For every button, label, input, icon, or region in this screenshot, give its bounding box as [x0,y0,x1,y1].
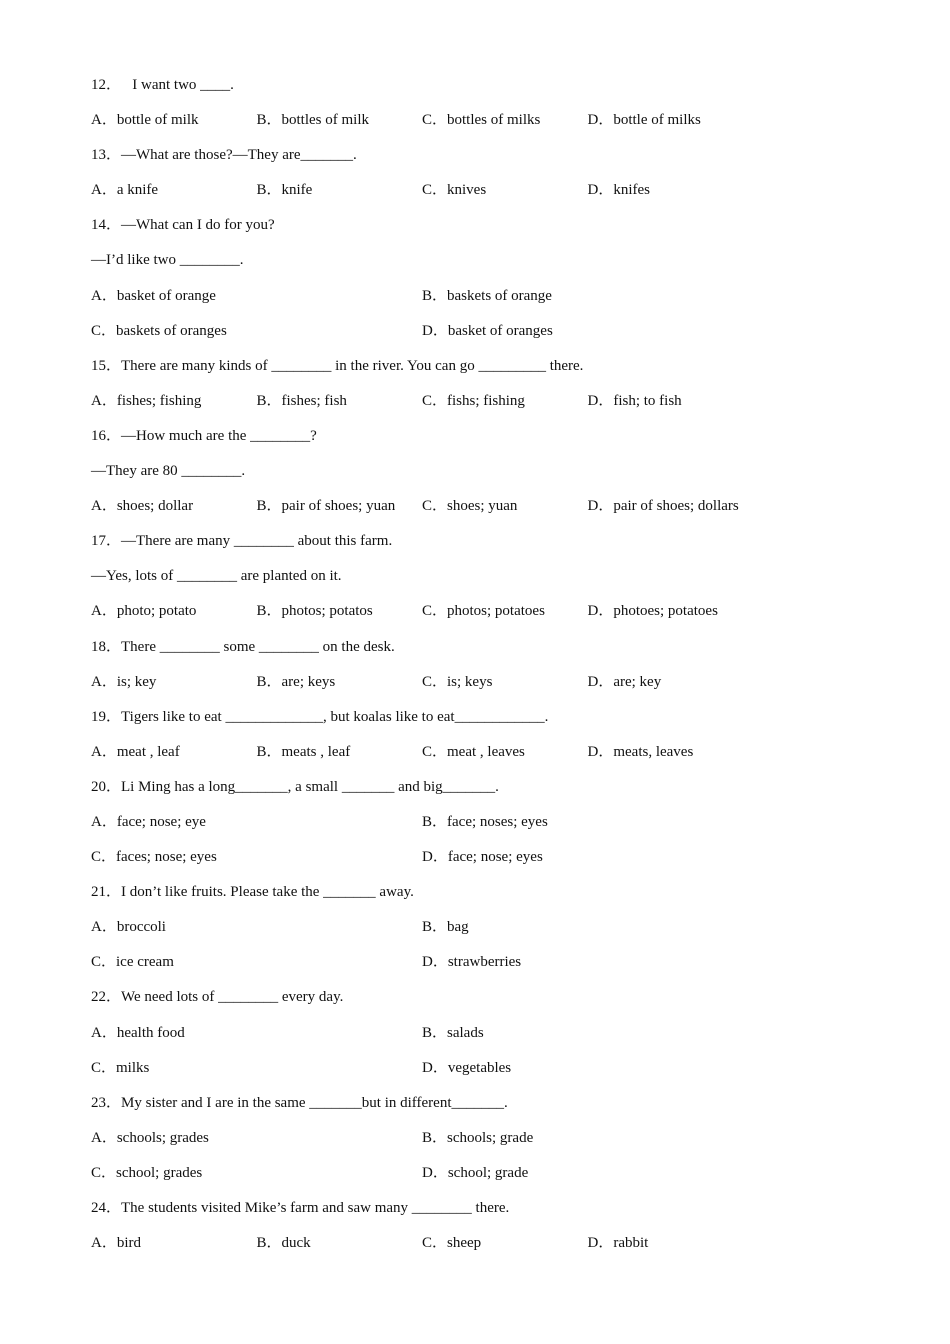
answer-option[interactable]: B．pair of shoes; yuan [256,498,396,515]
answer-option[interactable]: B．schools; grade [422,1129,534,1146]
question-stem [91,985,851,1020]
question-dialogue-line [91,564,851,599]
answer-options-row [91,1126,851,1161]
question-number: 18． [91,638,122,655]
answer-option[interactable]: C．meat , leaves [422,743,525,760]
answer-options-row [91,670,851,705]
question-text: —There are many ________ about this farm. [121,533,393,550]
answer-options-row [91,494,851,529]
answer-option[interactable]: A．is; key [91,673,157,690]
question-number: 20． [91,778,122,795]
answer-option[interactable]: A．shoes; dollar [91,498,194,515]
answer-option[interactable]: B．baskets of orange [422,287,552,304]
answer-options-row [91,810,851,845]
question-stem [91,705,851,740]
answer-options-row [91,1056,851,1091]
answer-option[interactable]: C．sheep [422,1235,482,1252]
answer-option[interactable]: C．knives [422,182,487,199]
question-block [91,73,851,143]
answer-options-row [91,1021,851,1056]
answer-option[interactable]: D．school; grade [422,1164,529,1181]
question-number: 19． [91,708,122,725]
answer-option[interactable]: D．fish; to fish [587,392,682,409]
answer-option[interactable]: D．are; key [587,673,662,690]
question-text: There are many kinds of ________ in the river. You can go _________ there. [121,357,584,374]
answer-option[interactable]: B．meats , leaf [256,743,351,760]
answer-option[interactable]: B．knife [256,182,313,199]
answer-options-row [91,108,851,143]
answer-option[interactable]: A．basket of orange [91,287,216,304]
answer-option[interactable]: D．rabbit [587,1235,649,1252]
question-block [91,213,851,353]
answer-option[interactable]: D．bottle of milks [587,112,701,129]
answer-option[interactable]: A．broccoli [91,919,166,936]
question-stem [91,213,851,248]
answer-option[interactable]: A．a knife [91,182,159,199]
answer-options-row [91,950,851,985]
question-number: 15． [91,357,122,374]
question-text: I want two ____. [121,77,234,93]
question-stem [91,1196,851,1231]
answer-option[interactable]: C．is; keys [422,673,493,690]
question-stem [91,143,851,178]
question-block [91,1091,851,1196]
question-number: 14． [91,217,122,234]
question-text: —How much are the ________? [121,427,317,444]
question-number: 24． [91,1200,122,1216]
answer-options-row [91,599,851,634]
answer-option[interactable]: A．bird [91,1235,141,1252]
answer-options-row [91,915,851,950]
answer-option[interactable]: D．vegetables [422,1059,512,1076]
answer-options-row [91,284,851,319]
answer-option[interactable]: C．baskets of oranges [91,322,227,339]
question-block [91,985,851,1090]
question-text: —Yes, lots of ________ are planted on it. [91,568,342,585]
question-block [91,635,851,705]
answer-option[interactable]: A．photo; potato [91,603,197,620]
answer-option[interactable]: B．face; noses; eyes [422,813,548,830]
question-text: We need lots of ________ every day. [121,989,344,1006]
answer-option[interactable]: D．face; nose; eyes [422,849,543,866]
question-text: —What can I do for you? [121,217,275,234]
answer-option[interactable]: A．bottle of milk [91,112,199,129]
answer-options-row [91,178,851,213]
answer-option[interactable]: A．schools; grades [91,1129,209,1146]
question-number: 23． [91,1094,122,1111]
answer-option[interactable]: C．ice cream [91,954,174,971]
question-number: 13． [91,147,122,164]
question-text: Li Ming has a long_______, a small _______ and big_______. [121,778,499,795]
answer-option[interactable]: B．salads [422,1024,484,1041]
question-text: —What are those?—They are_______. [121,147,357,164]
question-stem [91,635,851,670]
answer-option[interactable]: C．school; grades [91,1164,203,1181]
question-stem [91,1091,851,1126]
question-dialogue-line [91,459,851,494]
question-block [91,529,851,634]
question-block [91,705,851,775]
answer-option[interactable]: C．photos; potatoes [422,603,545,620]
question-number: 17． [91,533,122,550]
question-list [91,73,851,1266]
answer-option[interactable]: D．photoes; potatoes [587,603,718,620]
question-number: 16． [91,427,122,444]
question-text: —They are 80 ________. [91,463,246,480]
question-number: 12． [91,77,122,93]
answer-option[interactable]: C．milks [91,1059,150,1076]
answer-option[interactable]: C．bottles of milks [422,112,541,129]
answer-option[interactable]: B．bottles of milk [256,112,370,129]
question-number: 22． [91,989,122,1006]
question-block [91,880,851,985]
question-text: There ________ some ________ on the desk. [121,638,395,655]
answer-option[interactable]: D．meats, leaves [587,743,694,760]
answer-options-row [91,1231,851,1266]
answer-option[interactable]: A．fishes; fishing [91,392,202,409]
question-dialogue-line [91,248,851,283]
question-text: I don’t like fruits. Please take the _______ away. [121,884,414,901]
question-block [91,1196,851,1266]
answer-options-row [91,740,851,775]
answer-option[interactable]: B．duck [256,1235,311,1252]
question-block [91,424,851,529]
question-number: 21． [91,884,122,901]
question-block [91,143,851,213]
answer-option[interactable]: B．bag [422,919,469,936]
question-stem [91,880,851,915]
answer-options-row [91,319,851,354]
answer-option[interactable]: B．are; keys [256,673,336,690]
question-text: My sister and I are in the same _______but in different_______. [121,1094,508,1111]
question-text: Tigers like to eat _____________, but koalas like to eat____________. [121,708,549,725]
answer-options-row [91,1161,851,1196]
answer-option[interactable]: C．fishs; fishing [422,392,525,409]
answer-option[interactable]: D．knifes [587,182,650,199]
answer-option[interactable]: A．health food [91,1024,185,1041]
question-stem [91,529,851,564]
answer-option[interactable]: B．photos; potatos [256,603,373,620]
answer-option[interactable]: B．fishes; fish [256,392,347,409]
answer-option[interactable]: D．pair of shoes; dollars [587,498,739,515]
answer-option[interactable]: A．face; nose; eye [91,813,206,830]
question-stem [91,775,851,810]
answer-option[interactable]: D．basket of oranges [422,322,553,339]
question-text: —I’d like two ________. [91,252,244,269]
answer-option[interactable]: D．strawberries [422,954,522,971]
question-stem [91,73,851,108]
question-stem [91,354,851,389]
question-text: The students visited Mike’s farm and saw many ________ there. [121,1200,510,1216]
answer-option[interactable]: A．meat , leaf [91,743,180,760]
question-block [91,354,851,424]
answer-options-row [91,389,851,424]
answer-option[interactable]: C．faces; nose; eyes [91,849,217,866]
question-stem [91,424,851,459]
answer-option[interactable]: C．shoes; yuan [422,498,518,515]
question-block [91,775,851,880]
answer-options-row [91,845,851,880]
